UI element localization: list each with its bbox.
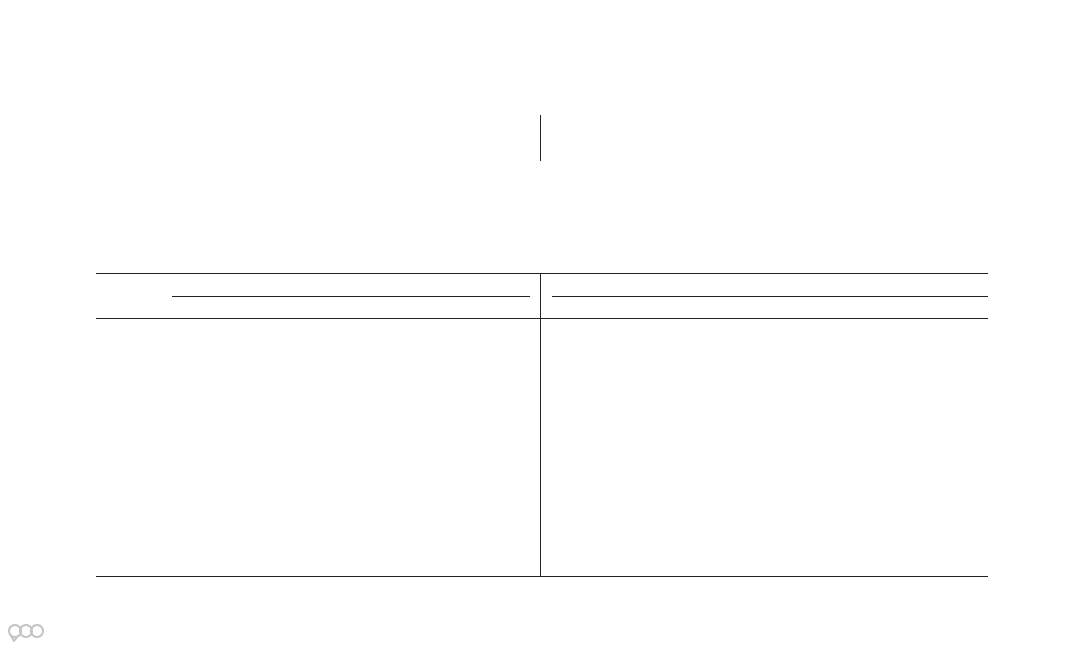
header-bottom-rule <box>96 318 988 319</box>
main-table-divider <box>540 273 541 577</box>
brand-logo-icon <box>8 620 48 647</box>
table-top-rule <box>96 273 988 274</box>
top-table-divider <box>540 115 541 161</box>
generation-group-underline <box>552 296 988 297</box>
capacity-group-underline <box>172 296 530 297</box>
watermark <box>8 620 52 647</box>
table-bottom-rule <box>96 576 988 577</box>
